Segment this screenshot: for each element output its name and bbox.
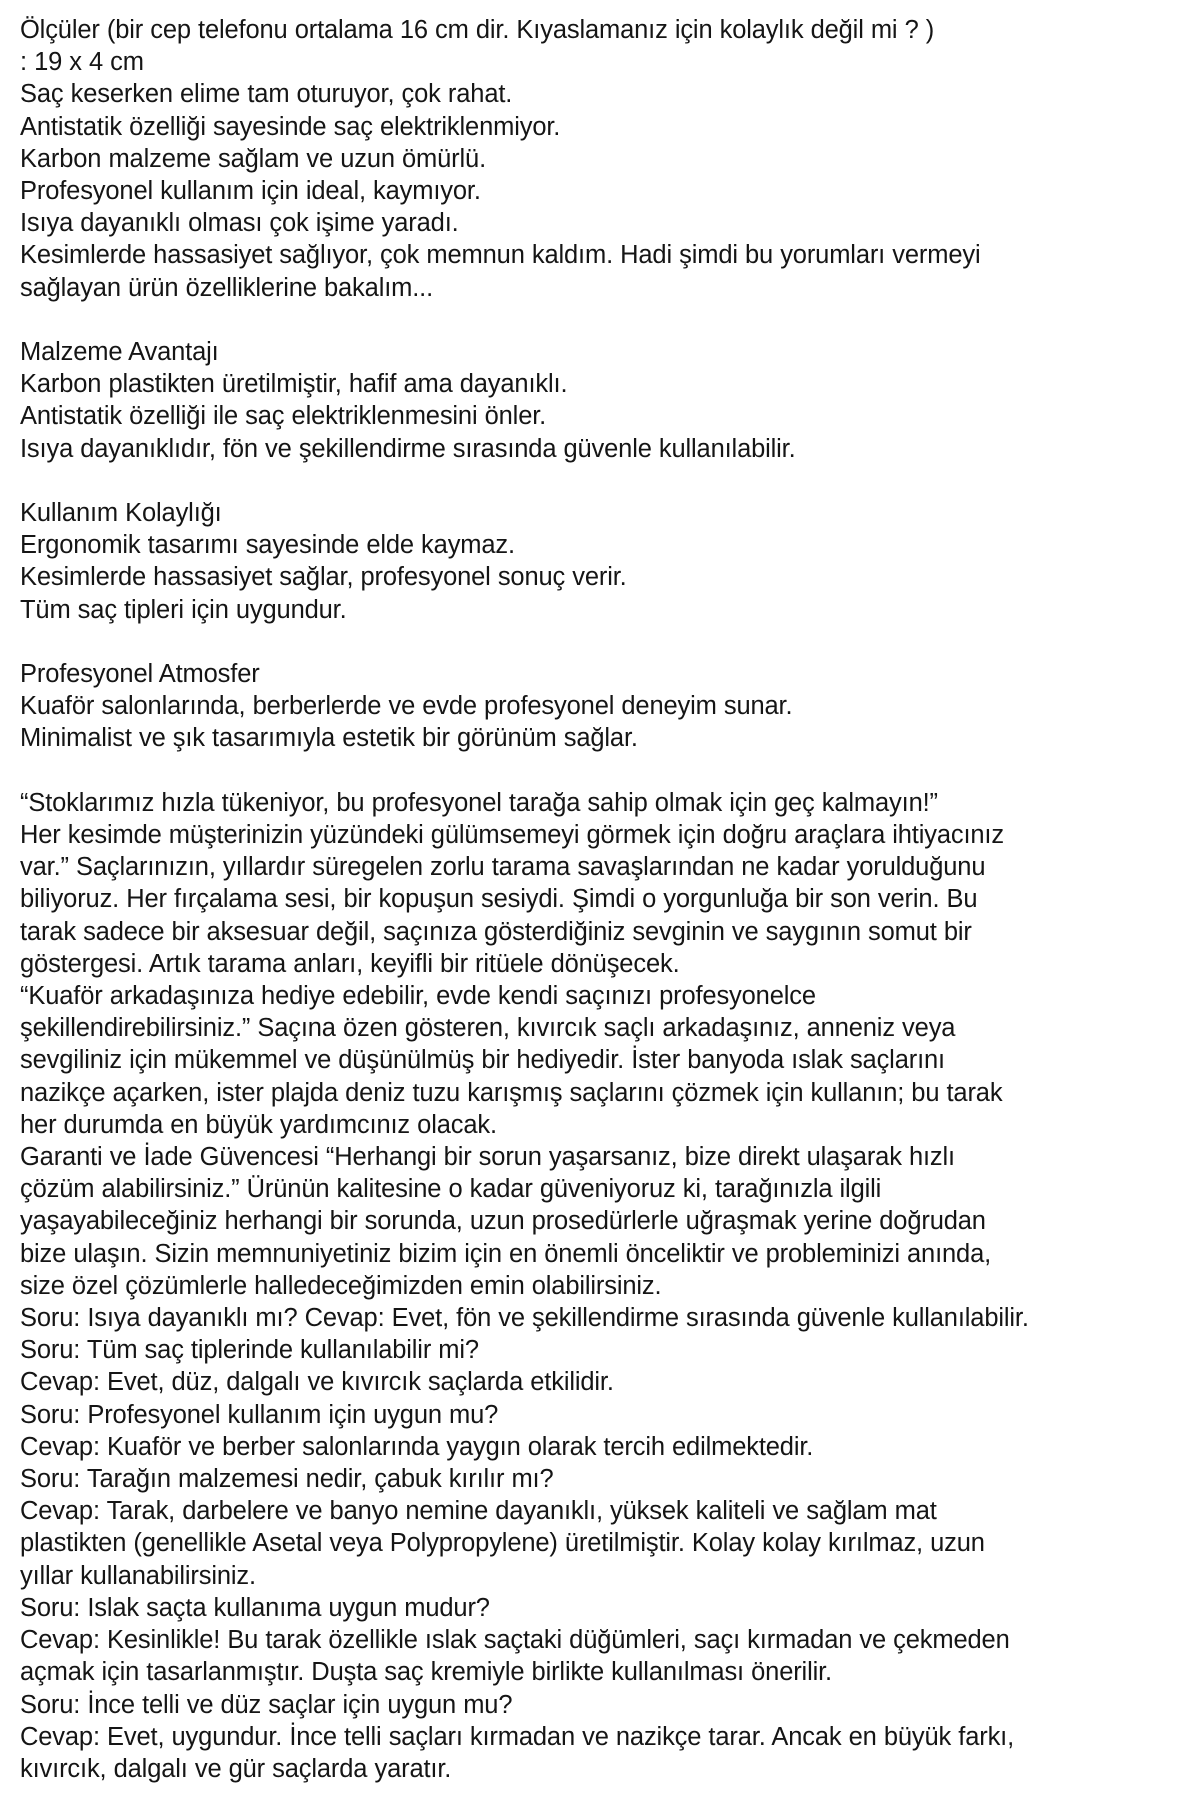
review-line-1: Saç keserken elime tam oturuyor, çok rahat. [20, 80, 513, 109]
section-heading-profesyonel-atmosfer: Profesyonel Atmosfer [20, 660, 260, 689]
section-gap-1 [20, 304, 1030, 336]
faq-answer-6: Cevap: Evet, uygundur. İnce telli saçları kırmadan ve nazikçe tarar. Ancak en büyük farkı, kıvırcık, dalgalı ve gür saçlarda yaratır. [20, 1722, 1022, 1783]
review-line-2: Antistatik özelliği sayesinde saç elektriklenmiyor. [20, 112, 561, 141]
faq-question-6: Soru: İnce telli ve düz saçlar için uygun mu? [20, 1690, 513, 1719]
dimensions-note: Ölçüler (bir cep telefonu ortalama 16 cm dir. Kıyaslamanız için kolaylık değil mi ? ) [20, 16, 935, 44]
review-line-5: Isıya dayanıklı olması çok işime yaradı. [20, 209, 459, 238]
section-1-item-3: Isıya dayanıklıdır, fön ve şekillendirme sırasında güvenle kullanılabilir. [20, 434, 796, 463]
section-3-item-1: Kuaför salonlarında, berberlerde ve evde profesyonel deneyim sunar. [20, 692, 793, 721]
faq-answer-2: Cevap: Evet, düz, dalgalı ve kıvırcık saçlarda etkilidir. [20, 1368, 614, 1397]
section-2-item-2: Kesimlerde hassasiyet sağlar, profesyonel sonuç verir. [20, 563, 627, 592]
faq-question-4: Soru: Tarağın malzemesi nedir, çabuk kırılır mı? [20, 1465, 554, 1494]
section-1-item-2: Antistatik özelliği ile saç elektriklenmesini önler. [20, 402, 547, 431]
section-3-item-2: Minimalist ve şık tasarımıyla estetik bir görünüm sağlar. [20, 724, 638, 753]
faq-answer-5: Cevap: Kesinlikle! Bu tarak özellikle ıslak saçtaki düğümleri, saçı kırmadan ve çekmeden açmak için tasarlanmıştır. Duşta saç kremiyle birlikte kullanılması önerilir. [20, 1626, 1017, 1687]
review-line-3: Karbon malzeme sağlam ve uzun ömürlü. [20, 144, 487, 173]
section-heading-malzeme-avantaji: Malzeme Avantajı [20, 338, 219, 367]
faq-question-1: Soru: Isıya dayanıklı mı? Cevap: Evet, fön ve şekillendirme sırasında güvenle kullanılabilir. [20, 1304, 1029, 1333]
marketing-paragraph-1: Her kesimde müşterinizin yüzündeki gülümsemeyi görmek için doğru araçlara ihtiyacınız var.” Saçlarınızın, yıllardır süregelen zorlu tarama savaşlarından ne kadar yorulduğunu biliyoruz. Her fırçalama sesi, bir kopuşun sesiydi. Şimdi o yorgunluğa bir son verin. Bu tarak sadece bir aksesuar değil, saçınıza gösterdiğiniz sevginin ve saygının somut bir göstergesi. Artık tarama anları, keyifli bir ritüele dönüşecek. [20, 821, 1012, 978]
marketing-paragraph-2: “Kuaför arkadaşınıza hediye edebilir, evde kendi saçınızı profesyonelce şekillendirebilirsiniz.” Saçına özen gösteren, kıvırcık saçlı arkadaşınız, anneniz veya sevgiliniz için mükemmel ve düşünülmüş bir hediyedir. İster banyoda ıslak saçlarını nazikçe açarken, ister plajda deniz tuzu karışmış saçlarını çözmek için kullanın; bu tarak her durumda en büyük yardımcınız olacak. [20, 982, 1010, 1139]
review-line-4: Profesyonel kullanım için ideal, kaymıyor. [20, 177, 481, 206]
dimensions-value: : 19 x 4 cm [20, 48, 144, 77]
faq-question-2: Soru: Tüm saç tiplerinde kullanılabilir mi? [20, 1336, 479, 1365]
marketing-paragraph-3: Garanti ve İade Güvencesi “Herhangi bir sorun yaşarsanız, bize direkt ulaşarak hızlı çözüm alabilirsiniz.” Ürünün kalitesine o kadar güveniyoruz ki, tarağınızla ilgili yaşayabileceğiniz herhangi bir sorunda, uzun prosedürlerle uğraşmak yerine doğrudan bize ulaşın. Sizin memnuniyetiniz bizim için en önemli önceliktir ve probleminizi anında, size özel çözümlerle halledeceğimizden emin olabilirsiniz. [20, 1143, 999, 1300]
section-2-item-1: Ergonomik tasarımı sayesinde elde kaymaz. [20, 531, 515, 560]
stock-urgency-quote: “Stoklarımız hızla tükeniyor, bu profesyonel tarağa sahip olmak için geç kalmayın!” [20, 788, 938, 817]
section-1-item-1: Karbon plastikten üretilmiştir, hafif ama dayanıklı. [20, 370, 568, 399]
section-gap-4 [20, 755, 1030, 787]
faq-question-5: Soru: Islak saçta kullanıma uygun mudur? [20, 1593, 490, 1622]
document-body [20, 14, 1030, 1785]
faq-answer-4: Cevap: Tarak, darbelere ve banyo nemine dayanıklı, yüksek kaliteli ve sağlam mat plastikten (genellikle Asetal veya Polypropylene) üretilmiştir. Kolay kolay kırılmaz, uzun yıllar kullanabilirsiniz. [20, 1497, 992, 1590]
section-heading-kullanim-kolayligi: Kullanım Kolaylığı [20, 499, 222, 528]
faq-answer-3: Cevap: Kuaför ve berber salonlarında yaygın olarak tercih edilmektedir. [20, 1432, 814, 1461]
review-line-6: Kesimlerde hassasiyet sağlıyor, çok memnun kaldım. Hadi şimdi bu yorumları vermeyi sağlayan ürün özelliklerine bakalım... [20, 241, 988, 302]
faq-question-3: Soru: Profesyonel kullanım için uygun mu? [20, 1400, 499, 1429]
section-gap-3 [20, 626, 1030, 658]
section-2-item-3: Tüm saç tipleri için uygundur. [20, 595, 347, 624]
section-gap-2 [20, 465, 1030, 497]
